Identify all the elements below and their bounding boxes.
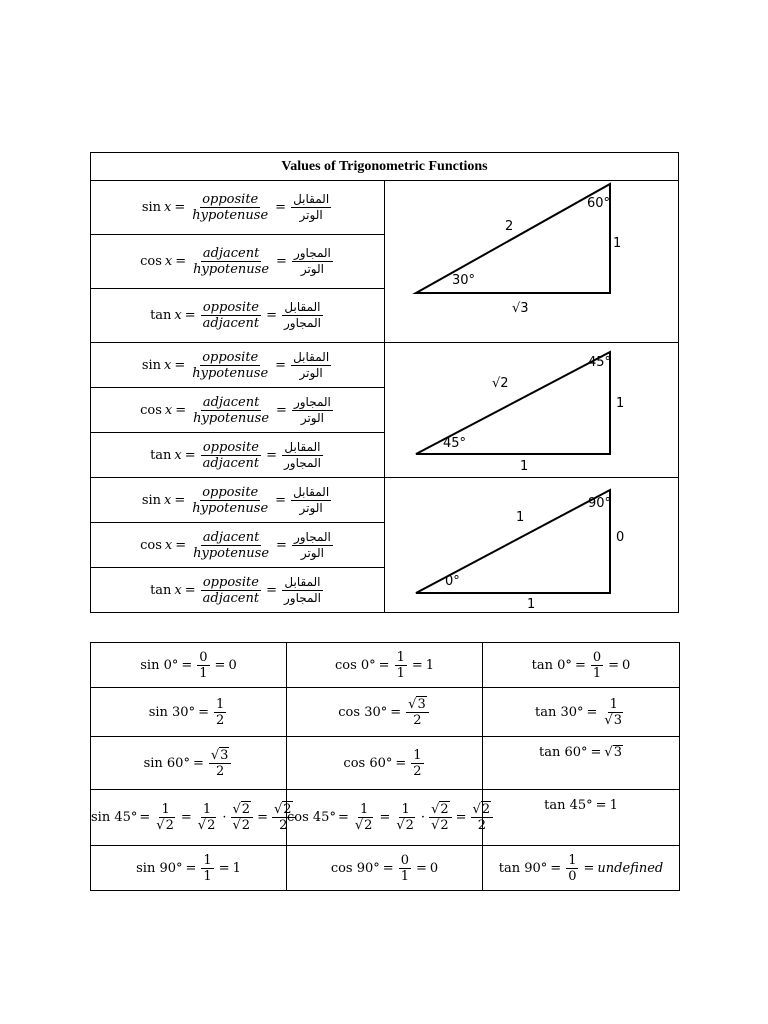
base-label: √3	[512, 301, 529, 316]
sin-90-value: sin 90° = $\frac{1}{1}$ = 1	[91, 846, 287, 891]
base-label: 1	[520, 459, 529, 474]
cos-45-value: cos 45° = $\frac{1}{√2}$ = $\frac{1}{√2}$ · $\frac{√2}{√2}$ = $\frac{√2}{2}$	[287, 790, 483, 846]
tan-30-value: tan 30° = $\frac{1}{√3}$	[483, 688, 680, 737]
triangle-0-90	[385, 478, 679, 612]
tan-0-value: tan 0° = $\frac{0}{1}$ = 0	[483, 643, 680, 688]
left-angle-label: 45°	[443, 436, 467, 451]
triangle-0-90-cell	[385, 478, 679, 613]
cos-60-value: cos 60° = $\frac{1}{2}$	[287, 737, 483, 790]
left-angle-label: 30°	[452, 273, 476, 288]
cos-definition: cos x = $\frac{\text{adjacent}}{\text{hypotenuse}}$ = $\frac{\text{المجاور}}{\text{الوتر}}$	[91, 388, 385, 433]
sin-definition: sin x = $\frac{\text{opposite}}{\text{hypotenuse}}$ = $\frac{\text{المقابل}}{\text{الوتر}}$	[91, 478, 385, 523]
tan-definition: tan x = $\frac{\text{opposite}}{\text{adjacent}}$ = $\frac{\text{المقابل}}{\text{المجاور}}$	[91, 289, 385, 343]
sin-30-value: sin 30° = $\frac{1}{2}$	[91, 688, 287, 737]
left-angle-label: 0°	[445, 574, 460, 589]
cos-90-value: cos 90° = $\frac{0}{1}$ = 0	[287, 846, 483, 891]
vertical-side-label: 1	[613, 236, 622, 251]
cos-0-value: cos 0° = $\frac{1}{1}$ = 1	[287, 643, 483, 688]
cos-definition: cos x = $\frac{\text{adjacent}}{\text{hypotenuse}}$ = $\frac{\text{المجاور}}{\text{الوتر}}$	[91, 523, 385, 568]
vertical-side-label: 0	[616, 530, 625, 545]
hypotenuse-label: 1	[516, 510, 525, 525]
top-angle-label: 90°	[588, 496, 612, 511]
triangle-45-45	[385, 343, 679, 477]
cos-30-value: cos 30° = $\frac{√3}{2}$	[287, 688, 483, 737]
triangle-45-45-cell	[385, 343, 679, 478]
sin-45-value: sin 45° = $\frac{1}{√2}$ = $\frac{1}{√2}$ · $\frac{√2}{√2}$ = $\frac{√2}{2}$	[91, 790, 287, 846]
triangle-30-60	[385, 181, 679, 343]
tan-60-value: tan 60° = √ 3	[483, 737, 680, 790]
sin-definition: sin x = $\frac{\text{opposite}}{\text{hypotenuse}}$ = $\frac{\text{المقابل}}{\text{الوتر}}$	[91, 343, 385, 388]
tan-45-value: tan 45° = 1	[483, 790, 680, 846]
tan-90-value: tan 90° = $\frac{1}{0}$ = undefined	[483, 846, 680, 891]
top-angle-label: 45°	[588, 355, 612, 370]
tan-definition: tan x = $\frac{\text{opposite}}{\text{adjacent}}$ = $\frac{\text{المقابل}}{\text{المجاور}}$	[91, 568, 385, 613]
triangle-30-60-cell	[385, 181, 679, 343]
sin-definition: sin x = $\frac{\text{opposite}}{\text{hypotenuse}}$ = $\frac{\text{المقابل}}{\text{الوتر}}$	[91, 181, 385, 235]
table-title: Values of Trigonometric Functions	[91, 153, 679, 181]
definitions-table	[90, 152, 679, 613]
top-angle-label: 60°	[587, 196, 611, 211]
hypotenuse-label: 2	[505, 219, 514, 234]
tan-definition: tan x = $\frac{\text{opposite}}{\text{adjacent}}$ = $\frac{\text{المقابل}}{\text{المجاور}}$	[91, 433, 385, 478]
special-values-table	[90, 642, 680, 891]
cos-definition: cos x = $\frac{\text{adjacent}}{\text{hypotenuse}}$ = $\frac{\text{المجاور}}{\text{الوتر}}$	[91, 235, 385, 289]
base-label: 1	[527, 597, 536, 612]
sin-0-value: sin 0° = $\frac{0}{1}$ = 0	[91, 643, 287, 688]
sin-60-value: sin 60° = $\frac{√3}{2}$	[91, 737, 287, 790]
vertical-side-label: 1	[616, 396, 625, 411]
hypotenuse-label: √2	[492, 376, 509, 391]
